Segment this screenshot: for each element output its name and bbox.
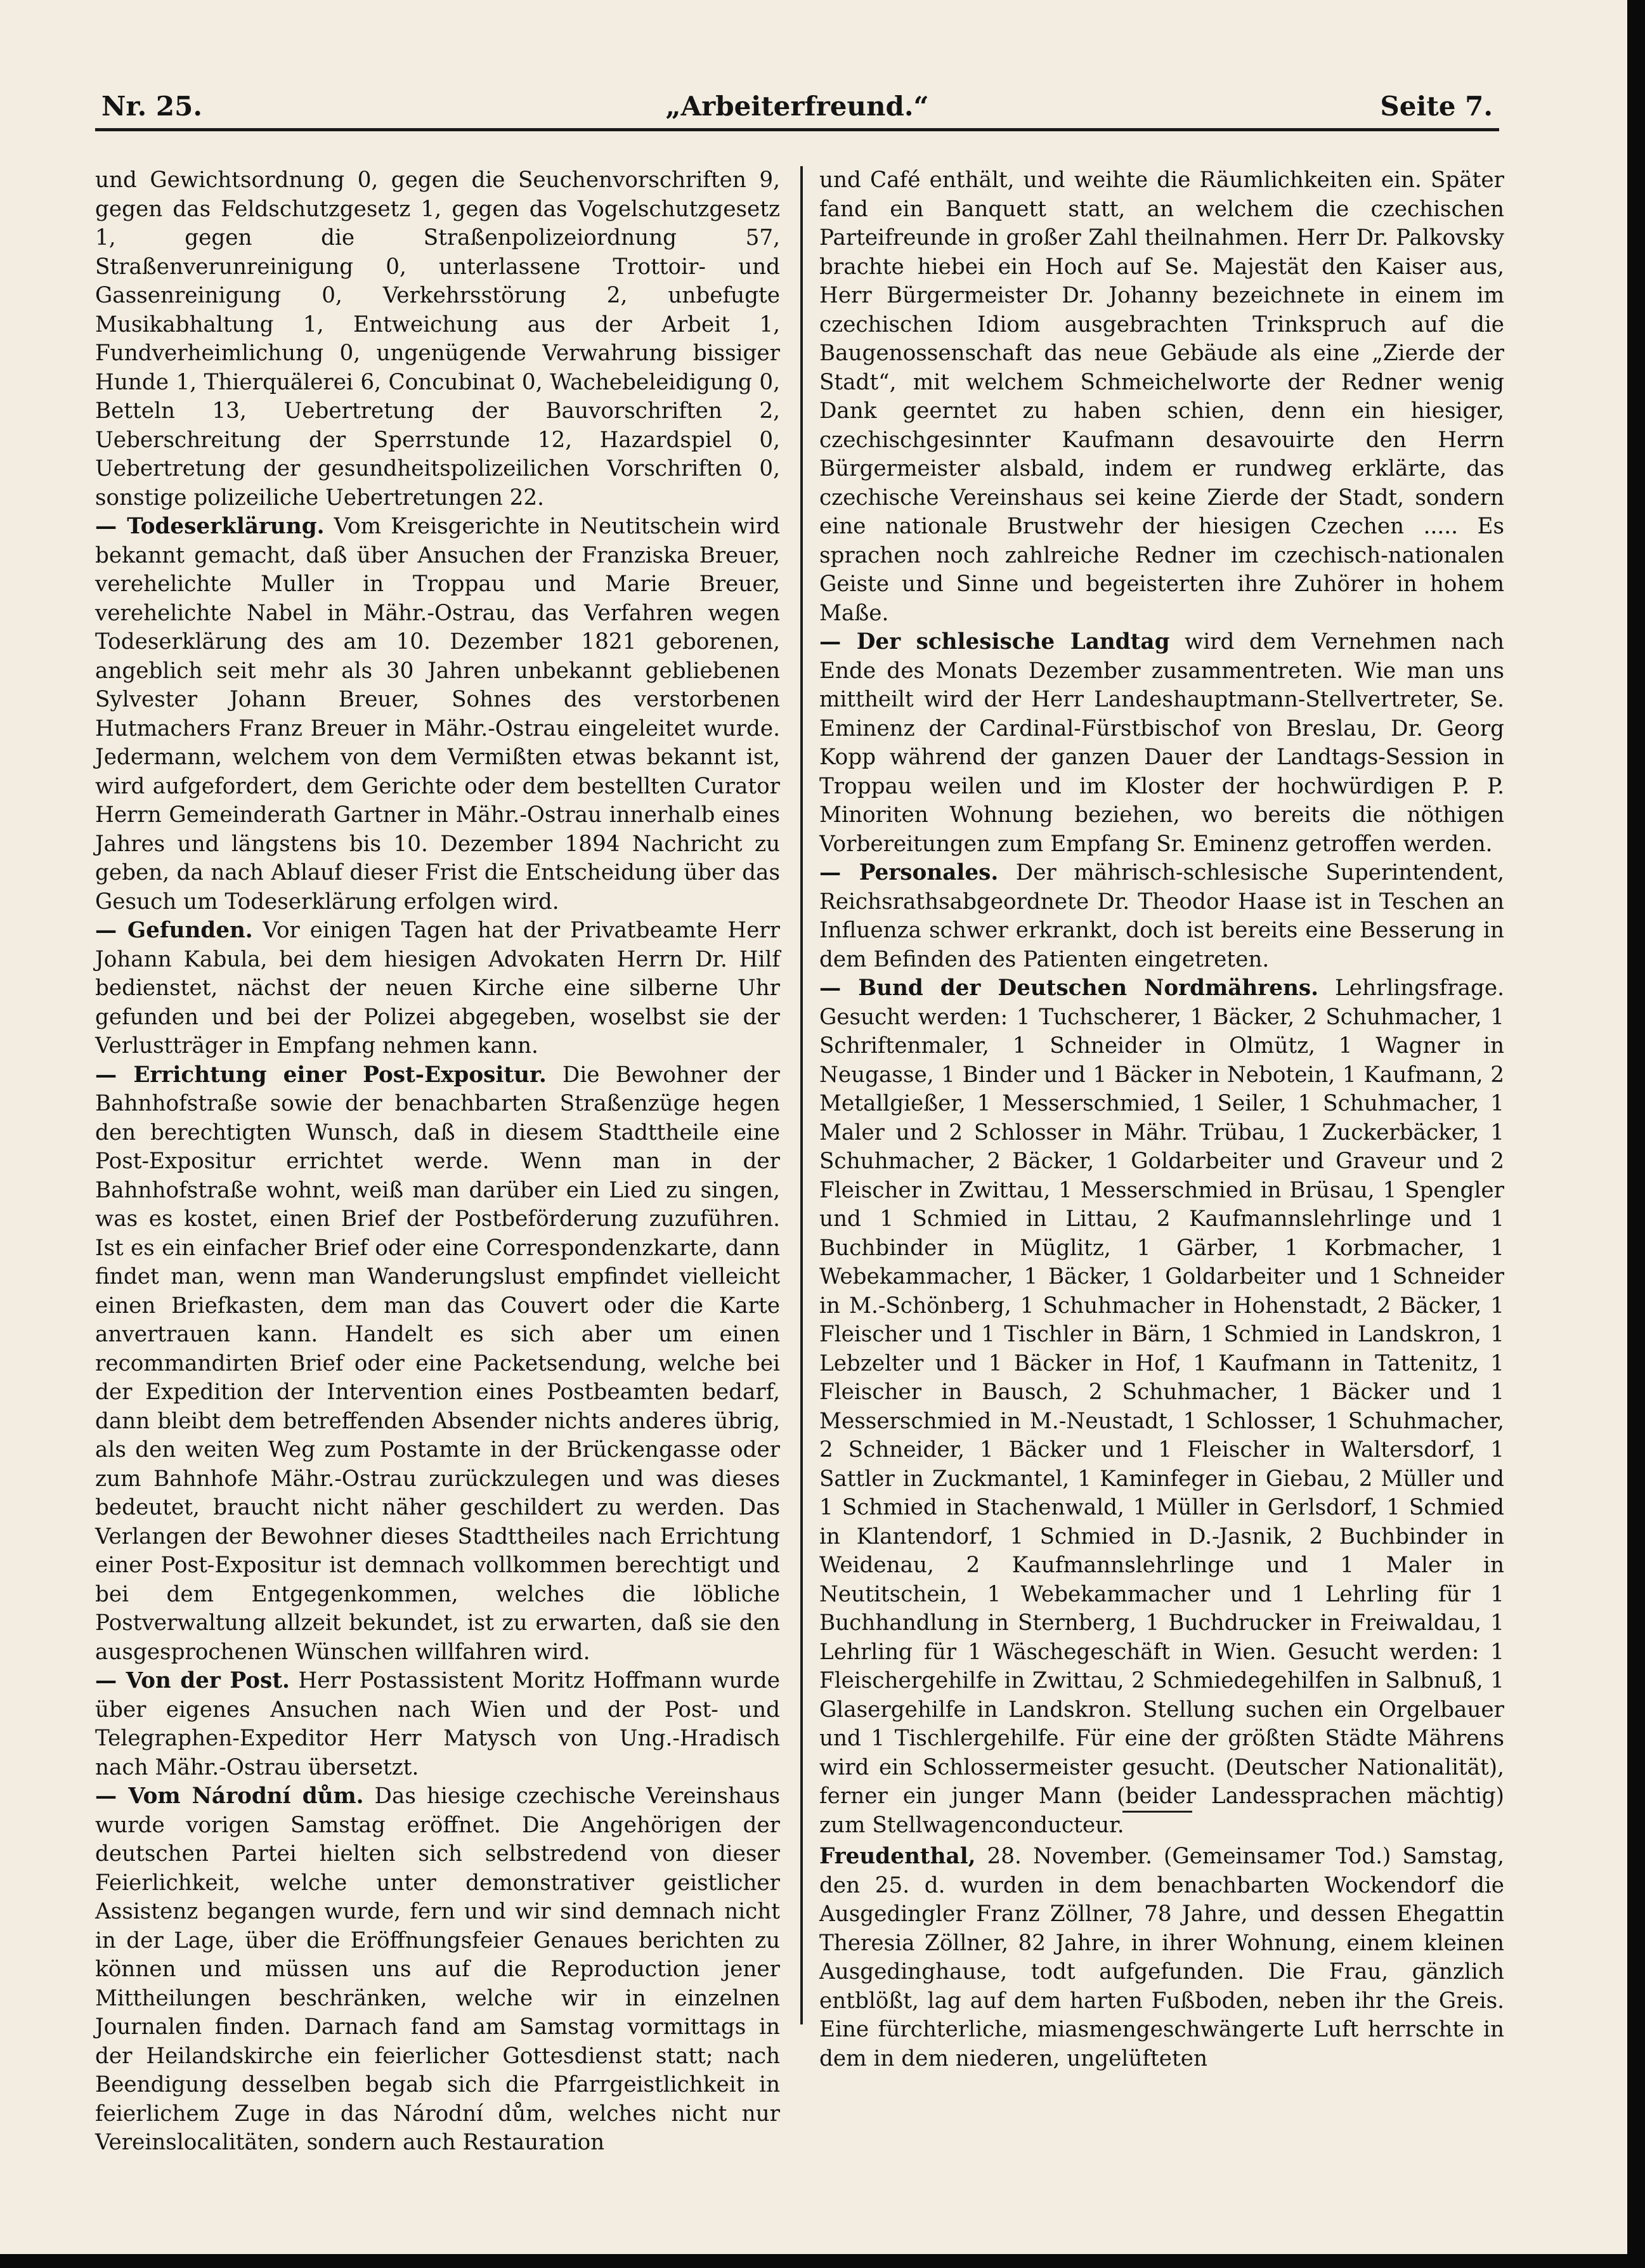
article-freudenthal (819, 1842, 1504, 2073)
article-landtag: — Der schlesische Landtag wird dem Vernehmen nach Ende des Monats Dezember zusammentreten. Wie man uns mittheilt wird der Herr Landeshauptmann-Stellvertreter, Se. Eminenz der Cardinal-Fürstbischof von Breslau, Dr. Georg Kopp während der ganzen Dauer der Landtags-Session in Troppau weilen und im Kloster der hochwürdigen P. P. Minoriten Wohnung beziehen, wo bereits die nöthigen Vorbereitungen zum Empfang Sr. Eminenz getroffen werden. (819, 629, 1504, 857)
issue-number: Nr. 25. (101, 91, 202, 122)
article-subheading: (Gemeinsamer Tod.) (1152, 1844, 1391, 1869)
article-paragraph: Freudenthal, 28. November. (Gemeinsamer Tod.) Samstag, den 25. d. wurden in dem benachbarten Wockendorf die Ausgedingler Franz Zöllner, 78 Jahre, und dessen Ehegattin Theresia Zöllner, 82 Jahre, in ihrer Wohnung, einem kleinen Ausgedinghause, todt aufgefunden. Die Frau, gänzlich entblößt, lag auf dem harten Fußboden, neben ihr the Greis. Eine fürchterliche, miasmengeschwängerte Luft herrschte in dem in dem niederen, ungelüfteten (819, 1844, 1504, 2071)
article-von-der-post: — Von der Post. Herr Postassistent Moritz Hoffmann wurde über eigenes Ansuchen nach Wien und der Post- und Telegraphen-Expeditor Herr Matysch von Ung.-Hradisch nach Mähr.-Ostrau übersetzt. (95, 1668, 780, 1780)
left-column (95, 166, 780, 2158)
article-heading: — Errichtung einer Post-Expositur. (95, 1062, 547, 1088)
page-number: Seite 7. (1380, 91, 1493, 122)
article-bund-nordmaehrens: — Bund der Deutschen Nordmährens. Lehrlingsfrage. Gesucht werden: 1 Tuchscherer, 1 Bäcker, 2 Schuhmacher, 1 Schriftenmaler, 1 Schneider in Olmütz, 1 Wagner in Neugasse, 1 Binder und 1 Bäcker in Nebotein, 1 Kaufmann, 2 Metallgießer, 1 Messerschmied, 1 Seiler, 1 Schuhmacher, 1 Maler und 2 Schlosser in Mähr. Trübau, 1 Zuckerbäcker, 1 Schuhmacher, 2 Bäcker, 1 Goldarbeiter und Graveur und 2 Fleischer in Zwittau, 1 Messerschmied in Brüsau, 1 Spengler und 1 Schmied in Littau, 2 Kaufmannslehrlinge und 1 Buchbinder in Müglitz, 1 Gärber, 1 Korbmacher, 1 Webekammacher, 1 Bäcker, 1 Goldarbeiter und 1 Schneider in M.-Schönberg, 1 Schuhmacher in Hohenstadt, 2 Bäcker, 1 Fleischer und 1 Tischler in Bärn, 1 Schmied in Landskron, 1 Lebzelter und 1 Bäcker in Hof, 1 Kaufmann in Tattenitz, 1 Fleischer in Bausch, 2 Schuhmacher, 1 Bäcker und 1 Messerschmied in M.-Neustadt, 1 Schlosser, 1 Schuhmacher, 2 Schneider, 1 Bäcker und 1 Fleischer in Waltersdorf, 1 Sattler in Zuckmantel, 1 Kaminfeger in Giebau, 2 Müller und 1 Schmied in Stachenwald, 1 Müller in Gerlsdorf, 1 Schmied in Klantendorf, 1 Schmied in D.-Jasnik, 2 Buchbinder in Weidenau, 2 Kaufmannslehrlinge und 1 Maler in Neutitschein, 1 Webekammacher und 1 Lehrling für 1 Buchhandlung in Sternberg, 1 Buchdrucker in Freiwaldau, 1 Lehrling für 1 Wäschegeschäft in Wien. Gesucht werden: 1 Fleischergehilfe in Zwittau, 2 Schmiedegehilfen in Salbnuß, 1 Glasergehilfe in Landskron. Stellung suchen ein Orgelbauer und 1 Tischlergehilfe. Für eine der größten Städte Mährens wird ein Schlossermeister gesucht. (Deutscher Nationalität), ferner ein junger Mann (beider Landessprachen mächtig) zum Stellwagenconducteur. (819, 975, 1505, 1838)
article-heading: — Personales. (819, 860, 999, 885)
column-divider (800, 166, 803, 2024)
article-heading: — Bund der Deutschen Nordmährens. (819, 975, 1319, 1001)
right-column (819, 166, 1504, 1840)
article-heading: — Von der Post. (95, 1668, 290, 1693)
article-paragraph: und Café enthält, und weihte die Räumlichkeiten ein. Später fand ein Banquett statt, an welchem die czechischen Parteifreunde in großer Zahl theilnahmen. Herr Dr. Palkovsky brachte hiebei ein Hoch auf Se. Majestät den Kaiser aus, Herr Bürgermeister Dr. Johanny bezeichnete in einem im czechischen Idiom ausgebrachten Trinkspruch auf die Baugenossenschaft das neue Gebäude als eine „Zierde der Stadt“, mit welchem Schmeichelworte der Redner wenig Dank geerntet zu haben schien, denn ein hiesiger, czechischgesinnter Kaufmann desavouirte den Herrn Bürgermeister alsbald, indem er rundweg erklärte, das czechische Vereinshaus sei keine Zierde der Stadt, sondern eine nationale Brustwehr der hiesigen Czechen ..... Es sprachen noch zahlreiche Redner im czechisch-nationalen Geiste und Sinne und begeisterten ihre Zuhörer in hohem Maße. (819, 167, 1504, 626)
article-todeserklaerung: — Todeserklärung. Vom Kreisgerichte in Neutitschein wird bekannt gemacht, daß über Ansuchen der Franziska Breuer, verehelichte Muller in Troppau und Marie Breuer, verehelichte Nabel in Mähr.-Ostrau, das Verfahren wegen Todeserklärung des am 10. Dezember 1821 geborenen, angeblich seit mehr als 30 Jahren unbekannt gebliebenen Sylvester Johann Breuer, Sohnes des verstorbenen Hutmachers Franz Breuer in Mähr.-Ostrau eingeleitet wurde. Jedermann, welchem von dem Vermißten etwas bekannt ist, wird aufgefordert, dem Gerichte oder dem bestellten Curator Herrn Gemeinderath Gartner in Mähr.-Ostrau innerhalb eines Jahres und längstens bis 10. Dezember 1894 Nachricht zu geben, da nach Ablauf dieser Frist die Entscheidung über das Gesuch um Todeserklärung erfolgen wird. (95, 514, 781, 915)
article-heading: — Todeserklärung. (95, 514, 325, 539)
article-post-expositur: — Errichtung einer Post-Expositur. Die Bewohner der Bahnhofstraße sowie der benachbarten Straßenzüge hegen den berechtigten Wunsch, daß in diesem Stadttheile eine Post-Expositur errichtet werde. Wenn man in der Bahnhofstraße wohnt, weiß man darüber ein Lied zu singen, was es kostet, einen Brief der Postbeförderung zuzuführen. Ist es ein einfacher Brief oder eine Correspondenzkarte, dann findet man, wenn man Wanderungslust empfindet vielleicht einen Briefkasten, dem man das Couvert oder die Karte anvertrauen kann. Handelt es sich aber um einen recommandirten Brief oder eine Packetsendung, welche bei der Expedition der Intervention eines Postbeamten bedarf, dann bleibt dem betreffenden Absender nichts anderes übrig, als den weiten Weg zum Postamte in der Brückengasse oder zum Bahnhofe Mähr.-Ostrau zurückzulegen und was dieses bedeutet, braucht nicht näher geschildert zu werden. Das Verlangen der Bewohner dieses Stadttheiles nach Errichtung einer Post-Expositur ist demnach vollkommen berechtigt und bei dem Entgegenkommen, welches die löbliche Postverwaltung allzeit bekundet, ist zu erwarten, daß sie den ausgesprochenen Wünschen willfahren wird. (95, 1062, 781, 1665)
article-heading: — Der schlesische Landtag (819, 629, 1170, 655)
section-separator (1122, 1811, 1192, 1813)
page-header (95, 79, 1499, 130)
article-gefunden: — Gefunden. Vor einigen Tagen hat der Privatbeamte Herr Johann Kabula, bei dem hiesigen Advokaten Herrn Dr. Hilf bedienstet, nächst der neuen Kirche eine silberne Uhr gefunden und bei der Polizei abgegeben, woselbst sie der Verlustträger in Empfang nehmen kann. (95, 918, 780, 1059)
article-heading: — Gefunden. (95, 918, 253, 943)
article-narodni-dum: — Vom Národní dům. Das hiesige czechische Vereinshaus wurde vorigen Samstag eröffnet. Die Angehörigen der deutschen Partei hielten sich selbstredend von dieser Feierlichkeit, welche unter demonstrativer geistlicher Assistenz begangen wurde, fern und wir sind demnach nicht in der Lage, über die Eröffnungsfeier Genaues berichten zu können und müssen uns auf die Reproduction jener Mittheilungen beschränken, welche wir in einzelnen Journalen finden. Darnach fand am Samstag vormittags in der Heilandskirche ein feierlicher Gottesdienst statt; nach Beendigung desselben begab sich die Pfarrgeistlichkeit in feierlichem Zuge in das Národní dům, welches nicht nur Vereinslocalitäten, sondern auch Restauration (95, 1783, 780, 2155)
newspaper-title: „Arbeiterfreund.“ (665, 91, 929, 122)
header-rule (95, 128, 1499, 131)
article-paragraph: und Gewichtsordnung 0, gegen die Seuchenvorschriften 9, gegen das Feldschutzgesetz 1, gegen das Vogelschutzgesetz 1, gegen die Straßenpolizeiordnung 57, Straßenverunreinigung 0, unterlassene Trottoir- und Gassenreinigung 0, Verkehrsstörung 2, unbefugte Musikabhaltung 1, Entweichung aus der Arbeit 1, Fundverheimlichung 0, ungenügende Verwahrung bissiger Hunde 1, Thierquälerei 6, Concubinat 0, Wachebeleidigung 0, Betteln 13, Uebertretung der Bauvorschriften 2, Ueberschreitung der Sperrstunde 12, Hazardspiel 0, Uebertretung der gesundheitspolizeilichen Vorschriften 0, sonstige polizeiliche Uebertretungen 22. (95, 167, 780, 511)
article-heading: — Vom Národní dům. (95, 1783, 364, 1809)
article-heading: Freudenthal, (819, 1844, 976, 1869)
article-date: 28. November. (975, 1844, 1152, 1869)
article-personales: — Personales. Der mährisch-schlesische Superintendent, Reichsrathsabgeordnete Dr. Theodor Haase ist in Teschen an Influenza schwer erkrankt, doch ist bereits eine Besserung in dem Befinden des Patienten eingetreten. (819, 860, 1504, 972)
